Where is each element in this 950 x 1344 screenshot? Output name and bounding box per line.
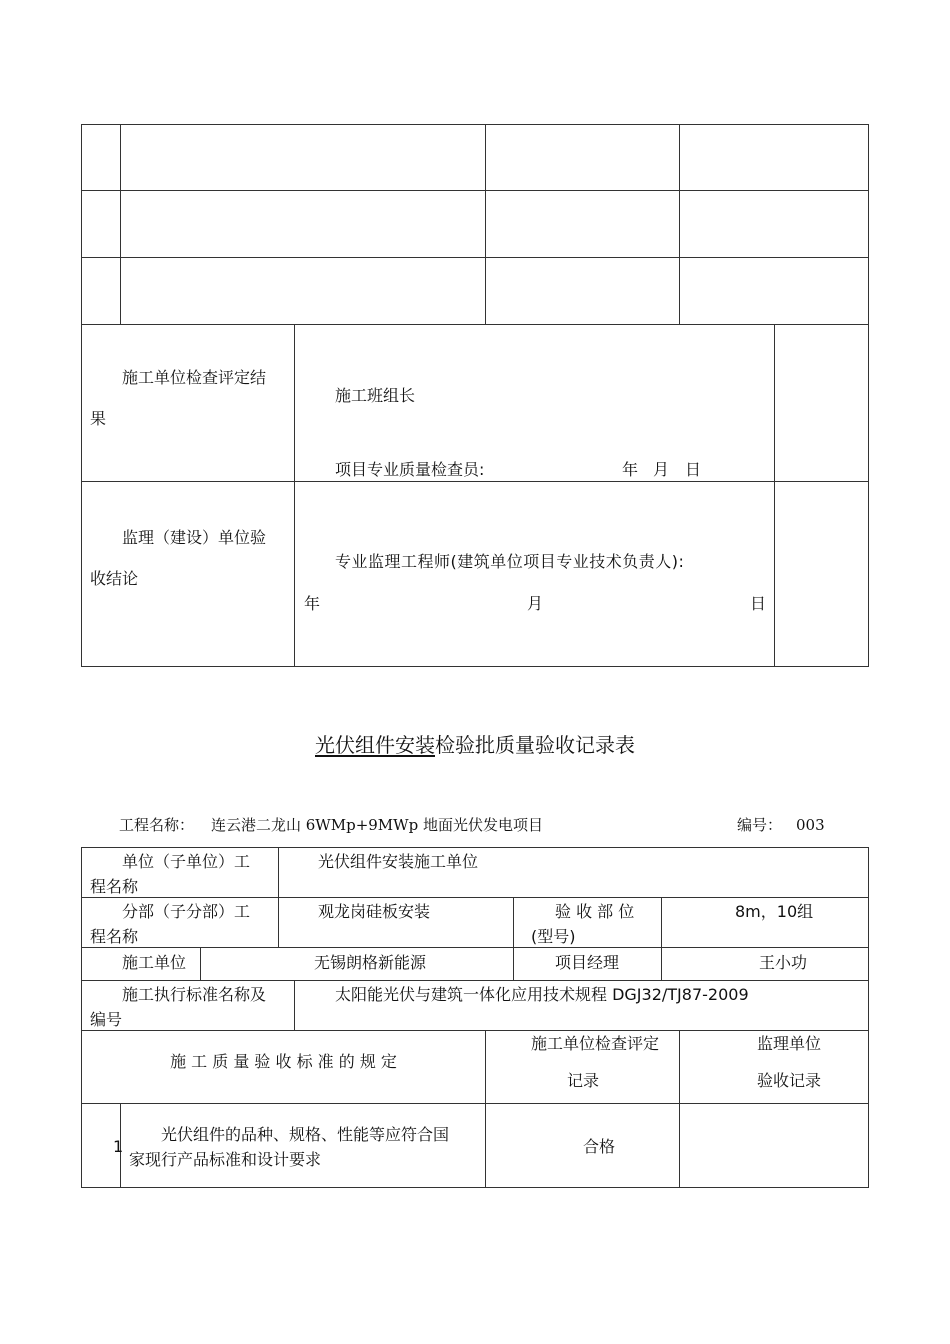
supervision-label-cont: 收结论 (90, 569, 139, 588)
supervision-header-cont: 验收记录 (757, 1071, 822, 1090)
form-title-rest: 检验批质量验收记录表 (435, 733, 635, 757)
supervision-label: 监理（建设）单位验 (122, 528, 267, 547)
project-manager-label: 项目经理 (555, 953, 620, 972)
construction-unit-value: 无锡朗格新能源 (314, 953, 427, 972)
quality-inspector-label: 项目专业质量检查员: (335, 460, 485, 479)
construction-unit-label: 施工单位 (122, 953, 187, 972)
date-year: 年 (622, 460, 639, 479)
construction-check-header: 施工单位检查评定 (531, 1034, 660, 1053)
project-name-label: 工程名称： (119, 816, 195, 834)
construction-eval-label: 施工单位检查评定结 (122, 368, 267, 387)
supervision-date-year: 年 (304, 594, 321, 613)
subdivision-value: 观龙岗硅板安装 (318, 902, 431, 921)
construction-eval-label-cont: 果 (90, 409, 107, 428)
number-label: 编号： (737, 816, 783, 834)
standard-label-cont: 编号 (90, 1010, 123, 1029)
acceptance-part-label-cont: (型号) (531, 927, 576, 946)
row-requirement: 光伏组件的品种、规格、性能等应符合国 (161, 1125, 450, 1144)
form-title-underlined: 光伏组件安装 (315, 733, 435, 757)
supervision-date-month: 月 (527, 594, 544, 613)
spec-header: 施 工 质 量 验 收 标 准 的 规 定 (170, 1052, 397, 1071)
row-index: 1 (113, 1137, 124, 1156)
project-name-value: 连云港二龙山 6WMp+9MWp 地面光伏发电项目 (211, 816, 543, 834)
standard-label: 施工执行标准名称及 (122, 985, 267, 1004)
construction-check-header-cont: 记录 (567, 1071, 600, 1090)
form-title (0, 732, 950, 758)
unit-project-label: 单位（子单位）工 (122, 852, 251, 871)
date-day: 日 (685, 460, 702, 479)
unit-project-value: 光伏组件安装施工单位 (318, 852, 479, 871)
standard-value: 太阳能光伏与建筑一体化应用技术规程 DGJ32/TJ87-2009 (335, 985, 749, 1004)
acceptance-part-value: 8m，10组 (735, 902, 814, 921)
date-month: 月 (653, 460, 670, 479)
project-manager-value: 王小功 (759, 953, 808, 972)
supervision-date-day: 日 (750, 594, 767, 613)
row-requirement-cont: 家现行产品标准和设计要求 (129, 1150, 322, 1169)
number-value: 003 (796, 816, 825, 834)
unit-project-label-cont: 程名称 (90, 877, 139, 896)
subdivision-label-cont: 程名称 (90, 927, 139, 946)
acceptance-part-label: 验 收 部 位 (555, 902, 635, 921)
team-leader-label: 施工班组长 (335, 386, 416, 405)
subdivision-label: 分部（子分部）工 (122, 902, 251, 921)
supervision-engineer-label: 专业监理工程师(建筑单位项目专业技术负责人): (335, 552, 685, 571)
row-result: 合格 (583, 1137, 616, 1156)
supervision-header: 监理单位 (757, 1034, 822, 1053)
